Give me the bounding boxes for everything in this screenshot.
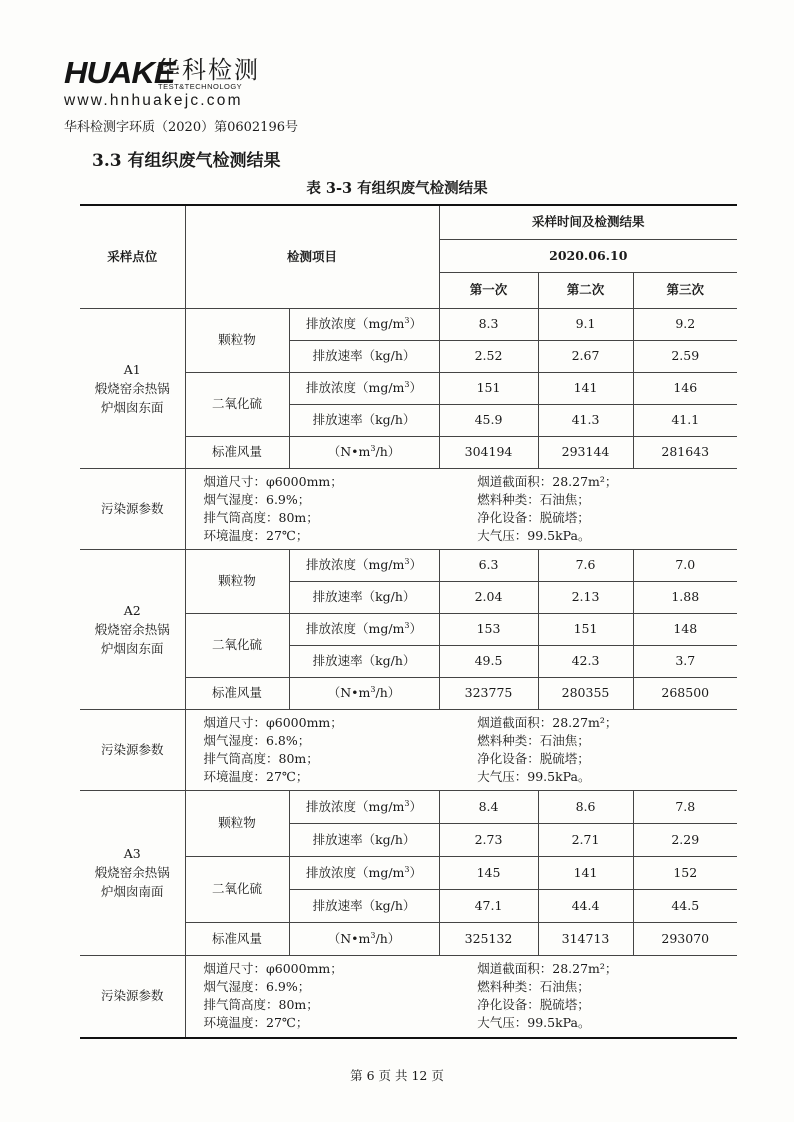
- site-3-label: A3 煅烧窑余热锅 炉烟囱南面: [80, 790, 185, 955]
- particulate-label: 颗粒物: [185, 308, 289, 372]
- flow-run-1: 325132: [439, 922, 538, 955]
- logo-chinese-name: 华科检测: [156, 56, 260, 84]
- pm-rate-run-3: 2.59: [633, 340, 737, 372]
- page-footer: 第 6 页 共 12 页: [350, 1068, 444, 1083]
- conc-label: 排放浓度$(mg/m^3)$: [289, 790, 439, 823]
- header-run-3: 第三次: [633, 272, 737, 308]
- source-params-label: 污染源参数: [80, 709, 185, 790]
- conc-label: 排放浓度$(mg/m^3)$: [289, 549, 439, 581]
- site-2-label: A2 煅烧窑余热锅 炉烟囱东面: [80, 549, 185, 709]
- so2-conc-run-1: 151: [439, 372, 538, 404]
- source-params-label: 污染源参数: [80, 955, 185, 1038]
- pm-conc-run-2: 7.6: [538, 549, 633, 581]
- flow-unit: $(N•m^3/h)$: [289, 436, 439, 468]
- header-site: 采样点位: [80, 205, 185, 308]
- so2-rate-run-1: 47.1: [439, 889, 538, 922]
- param-right-3: 净化设备：脱硫塔；: [477, 750, 590, 766]
- table-row: [80, 549, 737, 581]
- header-run-2: 第二次: [538, 272, 633, 308]
- flow-run-2: 280355: [538, 677, 633, 709]
- so2-label: 二氧化硫: [185, 613, 289, 677]
- param-right-2: 燃料种类：石油焦；: [477, 491, 590, 507]
- pm-conc-run-1: 8.4: [439, 790, 538, 823]
- website-url: www.hnhuakejc.com: [64, 92, 243, 109]
- table-title: 表 3-3 有组织废气检测结果: [306, 180, 488, 197]
- so2-conc-run-3: 148: [633, 613, 737, 645]
- rate-label: 排放速率（kg/h）: [289, 404, 439, 436]
- pm-conc-run-1: 8.3: [439, 308, 538, 340]
- so2-conc-run-3: 146: [633, 372, 737, 404]
- conc-label: 排放浓度$(mg/m^3)$: [289, 372, 439, 404]
- pm-rate-run-1: 2.73: [439, 823, 538, 856]
- flow-label: 标准风量: [185, 436, 289, 468]
- so2-conc-run-1: 145: [439, 856, 538, 889]
- flow-label: 标准风量: [185, 677, 289, 709]
- pm-rate-run-1: 2.04: [439, 581, 538, 613]
- param-right-3: 净化设备：脱硫塔；: [477, 509, 590, 525]
- rate-label: 排放速率（kg/h）: [289, 340, 439, 372]
- pm-rate-run-2: 2.13: [538, 581, 633, 613]
- param-right-4: 大气压：99.5kPa。: [477, 527, 591, 543]
- logo-mark: HUAKE: [64, 55, 175, 90]
- conc-label: 排放浓度$(mg/m^3)$: [289, 308, 439, 340]
- header-date: 2020.06.10: [439, 239, 737, 272]
- param-left-4: 环境温度：27℃；: [203, 527, 309, 543]
- flow-run-1: 323775: [439, 677, 538, 709]
- flow-unit: $(N•m^3/h)$: [289, 677, 439, 709]
- rate-label: 排放速率（kg/h）: [289, 645, 439, 677]
- table-row: [80, 790, 737, 823]
- rate-label: 排放速率（kg/h）: [289, 823, 439, 856]
- source-params-label: 污染源参数: [80, 468, 185, 549]
- so2-rate-run-2: 41.3: [538, 404, 633, 436]
- pm-rate-run-3: 2.29: [633, 823, 737, 856]
- flow-run-2: 314713: [538, 922, 633, 955]
- conc-label: 排放浓度$(mg/m^3)$: [289, 856, 439, 889]
- conc-label: 排放浓度$(mg/m^3)$: [289, 613, 439, 645]
- so2-conc-run-3: 152: [633, 856, 737, 889]
- header-item: 检测项目: [185, 205, 439, 308]
- section-title: 3.3 有组织废气检测结果: [92, 151, 281, 171]
- particulate-label: 颗粒物: [185, 549, 289, 613]
- pm-conc-run-3: 9.2: [633, 308, 737, 340]
- so2-rate-run-2: 42.3: [538, 645, 633, 677]
- so2-conc-run-2: 151: [538, 613, 633, 645]
- param-left-1: 烟道尺寸：φ6000mm；: [203, 473, 343, 489]
- param-left-2: 烟气湿度：6.8%；: [203, 732, 311, 748]
- pm-conc-run-2: 8.6: [538, 790, 633, 823]
- param-right-1: 烟道截面积：28.27m²；: [477, 473, 618, 489]
- pm-conc-run-3: 7.8: [633, 790, 737, 823]
- table-row: [80, 308, 737, 340]
- param-left-2: 烟气湿度：6.9%；: [203, 491, 311, 507]
- source-params-block: [185, 955, 737, 1038]
- flow-run-3: 268500: [633, 677, 737, 709]
- rate-label: 排放速率（kg/h）: [289, 889, 439, 922]
- report-number: 华科检测字环质（2020）第0602196号: [64, 120, 298, 135]
- flow-run-3: 293070: [633, 922, 737, 955]
- flow-run-2: 293144: [538, 436, 633, 468]
- so2-conc-run-2: 141: [538, 856, 633, 889]
- pm-rate-run-1: 2.52: [439, 340, 538, 372]
- param-right-2: 燃料种类：石油焦；: [477, 979, 590, 995]
- header-results: 采样时间及检测结果: [439, 205, 737, 239]
- flow-unit: $(N•m^3/h)$: [289, 922, 439, 955]
- pm-conc-run-2: 9.1: [538, 308, 633, 340]
- pm-rate-run-2: 2.71: [538, 823, 633, 856]
- param-left-4: 环境温度：27℃；: [203, 768, 309, 784]
- flow-run-3: 281643: [633, 436, 737, 468]
- param-left-4: 环境温度：27℃；: [203, 1015, 309, 1031]
- table-row: [80, 468, 737, 549]
- pm-rate-run-3: 1.88: [633, 581, 737, 613]
- param-right-4: 大气压：99.5kPa。: [477, 1015, 591, 1031]
- pm-conc-run-3: 7.0: [633, 549, 737, 581]
- table-row: [80, 709, 737, 790]
- so2-label: 二氧化硫: [185, 372, 289, 436]
- header-run-1: 第一次: [439, 272, 538, 308]
- param-left-3: 排气筒高度：80m；: [203, 750, 319, 766]
- param-right-4: 大气压：99.5kPa。: [477, 768, 591, 784]
- site-1-label: A1 煅烧窑余热锅 炉烟囱东面: [80, 308, 185, 468]
- so2-rate-run-3: 3.7: [633, 645, 737, 677]
- logo-english-tagline: TEST&TECHNOLOGY: [158, 82, 243, 91]
- so2-rate-run-3: 41.1: [633, 404, 737, 436]
- rate-label: 排放速率（kg/h）: [289, 581, 439, 613]
- param-left-1: 烟道尺寸：φ6000mm；: [203, 961, 343, 977]
- param-left-1: 烟道尺寸：φ6000mm；: [203, 714, 343, 730]
- param-right-2: 燃料种类：石油焦；: [477, 732, 590, 748]
- so2-rate-run-1: 49.5: [439, 645, 538, 677]
- param-right-1: 烟道截面积：28.27m²；: [477, 714, 618, 730]
- pm-conc-run-1: 6.3: [439, 549, 538, 581]
- flow-label: 标准风量: [185, 922, 289, 955]
- source-params-block: [185, 468, 737, 549]
- so2-conc-run-1: 153: [439, 613, 538, 645]
- param-left-3: 排气筒高度：80m；: [203, 509, 319, 525]
- table-row: [80, 955, 737, 1038]
- so2-rate-run-2: 44.4: [538, 889, 633, 922]
- source-params-block: [185, 709, 737, 790]
- so2-label: 二氧化硫: [185, 856, 289, 922]
- particulate-label: 颗粒物: [185, 790, 289, 856]
- so2-rate-run-3: 44.5: [633, 889, 737, 922]
- pm-rate-run-2: 2.67: [538, 340, 633, 372]
- param-left-3: 排气筒高度：80m；: [203, 997, 319, 1013]
- param-right-3: 净化设备：脱硫塔；: [477, 997, 590, 1013]
- param-right-1: 烟道截面积：28.27m²；: [477, 961, 618, 977]
- so2-conc-run-2: 141: [538, 372, 633, 404]
- flow-run-1: 304194: [439, 436, 538, 468]
- emission-results-table: [80, 204, 737, 1039]
- so2-rate-run-1: 45.9: [439, 404, 538, 436]
- param-left-2: 烟气湿度：6.9%；: [203, 979, 311, 995]
